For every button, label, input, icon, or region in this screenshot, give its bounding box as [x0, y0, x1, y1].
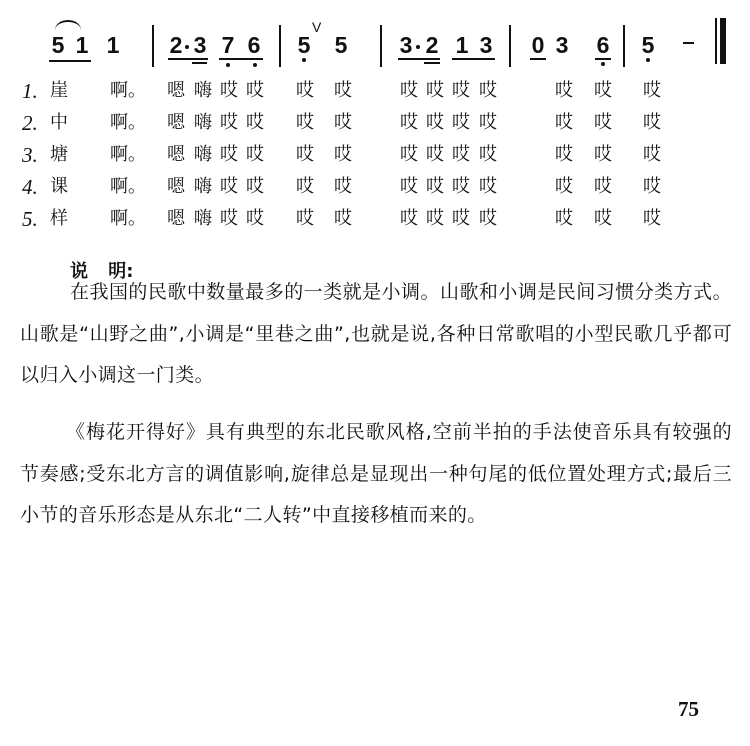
- note: 6: [247, 32, 261, 58]
- lyric-syllable: 啊。: [110, 176, 146, 197]
- lyric-syllable: 哎: [246, 208, 264, 229]
- lyric-syllable: 哎: [555, 80, 573, 101]
- lyric-syllable: 嗨: [194, 176, 212, 197]
- lyric-syllable: 哎: [400, 176, 418, 197]
- lyric-syllable: 哎: [400, 80, 418, 101]
- final-bar-thin: [715, 18, 717, 64]
- augmentation-dot: [416, 45, 420, 49]
- lyric-syllable: 哎: [246, 112, 264, 133]
- lyric-syllable: 哎: [479, 112, 497, 133]
- note: 3: [193, 32, 207, 58]
- lyric-syllable: 哎: [334, 144, 352, 165]
- verse-number: 3.: [22, 143, 38, 167]
- lyric-syllable: 哎: [452, 176, 470, 197]
- sixteenth-underline: [192, 62, 207, 64]
- verse-number: 2.: [22, 111, 38, 135]
- bar-line: [623, 25, 625, 67]
- lyric-syllable: 哎: [220, 80, 238, 101]
- lyric-syllable: 哎: [643, 144, 661, 165]
- note: 3: [555, 32, 569, 58]
- lyric-syllable: 哎: [594, 176, 612, 197]
- note: 5: [641, 32, 655, 58]
- lyric-syllable: 哎: [452, 112, 470, 133]
- note: 0: [531, 32, 545, 58]
- note: 2: [169, 32, 183, 58]
- lyric-syllable: 哎: [479, 80, 497, 101]
- lyric-verse-row: [0, 172, 750, 204]
- lyric-syllable: 中: [50, 112, 68, 133]
- lyric-syllable: 崖: [50, 80, 68, 101]
- low-octave-dot: [302, 58, 306, 62]
- lyric-syllable: 哎: [296, 208, 314, 229]
- lyric-syllable: 哎: [643, 208, 661, 229]
- note: 5: [334, 32, 348, 58]
- explanation-heading: 说 明:: [70, 261, 134, 282]
- lyric-syllable: 哎: [220, 112, 238, 133]
- verse-number: 4.: [22, 175, 38, 199]
- eighth-underline: [49, 60, 91, 62]
- note: 3: [399, 32, 413, 58]
- lyric-syllable: 哎: [220, 208, 238, 229]
- verse-number: 5.: [22, 207, 38, 231]
- lyric-syllable: 样: [50, 208, 68, 229]
- lyric-syllable: 嗯: [167, 144, 185, 165]
- lyric-syllable: 哎: [246, 176, 264, 197]
- lyric-verse-row: [0, 76, 750, 108]
- bar-line: [509, 25, 511, 67]
- lyric-syllable: 哎: [643, 176, 661, 197]
- slur-mark: [55, 20, 81, 30]
- lyric-syllable: 哎: [334, 80, 352, 101]
- lyric-syllable: 嗯: [167, 176, 185, 197]
- eighth-underline: [452, 58, 495, 60]
- lyric-syllable: 嗨: [194, 208, 212, 229]
- lyric-syllable: 哎: [452, 208, 470, 229]
- lyric-syllable: 哎: [452, 80, 470, 101]
- lyric-syllable: 啊。: [110, 144, 146, 165]
- lyric-syllable: 哎: [555, 144, 573, 165]
- note: 6: [596, 32, 610, 58]
- lyric-syllable: 哎: [296, 112, 314, 133]
- lyric-syllable: 哎: [594, 144, 612, 165]
- lyric-syllable: 哎: [479, 176, 497, 197]
- lyric-syllable: 哎: [334, 112, 352, 133]
- explanation-paragraph-2: 《梅花开得好》具有典型的东北民歌风格,空前半拍的手法使音乐具有较强的节奏感;受东北方言的调值影响,旋律总是显现出一种句尾的低位置处理方式;最后三小节的音乐形态是从东北“二人转”中直接移植而来的。: [20, 421, 732, 526]
- lyric-syllable: 啊。: [110, 80, 146, 101]
- lyric-syllable: 哎: [246, 80, 264, 101]
- lyric-syllable: 嗨: [194, 80, 212, 101]
- lyric-syllable: 哎: [555, 208, 573, 229]
- eighth-underline: [530, 58, 546, 60]
- verse-number: 1.: [22, 79, 38, 103]
- lyric-syllable: 哎: [426, 176, 444, 197]
- note: 7: [221, 32, 235, 58]
- lyric-syllable: 哎: [400, 112, 418, 133]
- lyric-syllable: 哎: [334, 176, 352, 197]
- note: 1: [75, 32, 89, 58]
- lyric-syllable: 哎: [555, 112, 573, 133]
- low-octave-dot: [226, 63, 230, 67]
- note: 5: [297, 32, 311, 58]
- lyric-syllable: 嗨: [194, 112, 212, 133]
- lyric-syllable: 哎: [594, 208, 612, 229]
- lyric-syllable: 哎: [400, 208, 418, 229]
- lyric-syllable: 哎: [452, 144, 470, 165]
- lyric-syllable: 哎: [334, 208, 352, 229]
- low-octave-dot: [253, 63, 257, 67]
- note: 1: [455, 32, 469, 58]
- lyric-syllable: 啊。: [110, 112, 146, 133]
- eighth-underline: [168, 58, 208, 60]
- lyric-syllable: 哎: [220, 144, 238, 165]
- note: 3: [479, 32, 493, 58]
- lyric-syllable: 哎: [643, 80, 661, 101]
- lyric-syllable: 哎: [479, 208, 497, 229]
- final-bar-thick: [720, 18, 726, 64]
- lyric-syllable: 哎: [479, 144, 497, 165]
- explanation-paragraph-1: 在我国的民歌中数量最多的一类就是小调。山歌和小调是民间习惯分类方式。山歌是“山野之曲”,小调是“里巷之曲”,也就是说,各种日常歌唱的小型民歌几乎都可以归入小调这一门类。: [20, 281, 732, 386]
- lyric-syllable: 哎: [426, 80, 444, 101]
- lyric-syllable: 哎: [594, 80, 612, 101]
- lyric-syllable: 哎: [594, 112, 612, 133]
- lyric-verse-row: [0, 204, 750, 236]
- note: 5: [51, 32, 65, 58]
- lyric-syllable: 哎: [426, 112, 444, 133]
- lyric-syllable: 课: [50, 176, 68, 197]
- lyric-syllable: 塘: [50, 144, 68, 165]
- lyric-syllable: 嗯: [167, 112, 185, 133]
- lyric-syllable: 哎: [220, 176, 238, 197]
- lyric-syllable: 嗨: [194, 144, 212, 165]
- lyric-syllable: 嗯: [167, 80, 185, 101]
- lyric-verse-row: [0, 140, 750, 172]
- eighth-underline: [219, 58, 263, 60]
- bar-line: [279, 25, 281, 67]
- lyric-syllable: 哎: [426, 208, 444, 229]
- sustain-dash: [683, 42, 694, 44]
- bar-line: [152, 25, 154, 67]
- lyric-syllable: 哎: [296, 80, 314, 101]
- lyric-syllable: 哎: [296, 176, 314, 197]
- breath-mark: V: [312, 19, 322, 35]
- eighth-underline: [595, 58, 611, 60]
- sixteenth-underline: [424, 62, 440, 64]
- low-octave-dot: [601, 62, 605, 66]
- lyric-verse-row: [0, 108, 750, 140]
- note: 1: [106, 32, 120, 58]
- note: 2: [425, 32, 439, 58]
- lyric-syllable: 啊。: [110, 208, 146, 229]
- lyric-syllable: 嗯: [167, 208, 185, 229]
- augmentation-dot: [185, 45, 189, 49]
- page-number: 75: [678, 697, 699, 721]
- eighth-underline: [398, 58, 440, 60]
- lyric-syllable: 哎: [296, 144, 314, 165]
- lyric-syllable: 哎: [400, 144, 418, 165]
- lyric-syllable: 哎: [643, 112, 661, 133]
- low-octave-dot: [646, 58, 650, 62]
- bar-line: [380, 25, 382, 67]
- lyric-syllable: 哎: [246, 144, 264, 165]
- lyric-syllable: 哎: [555, 176, 573, 197]
- lyric-syllable: 哎: [426, 144, 444, 165]
